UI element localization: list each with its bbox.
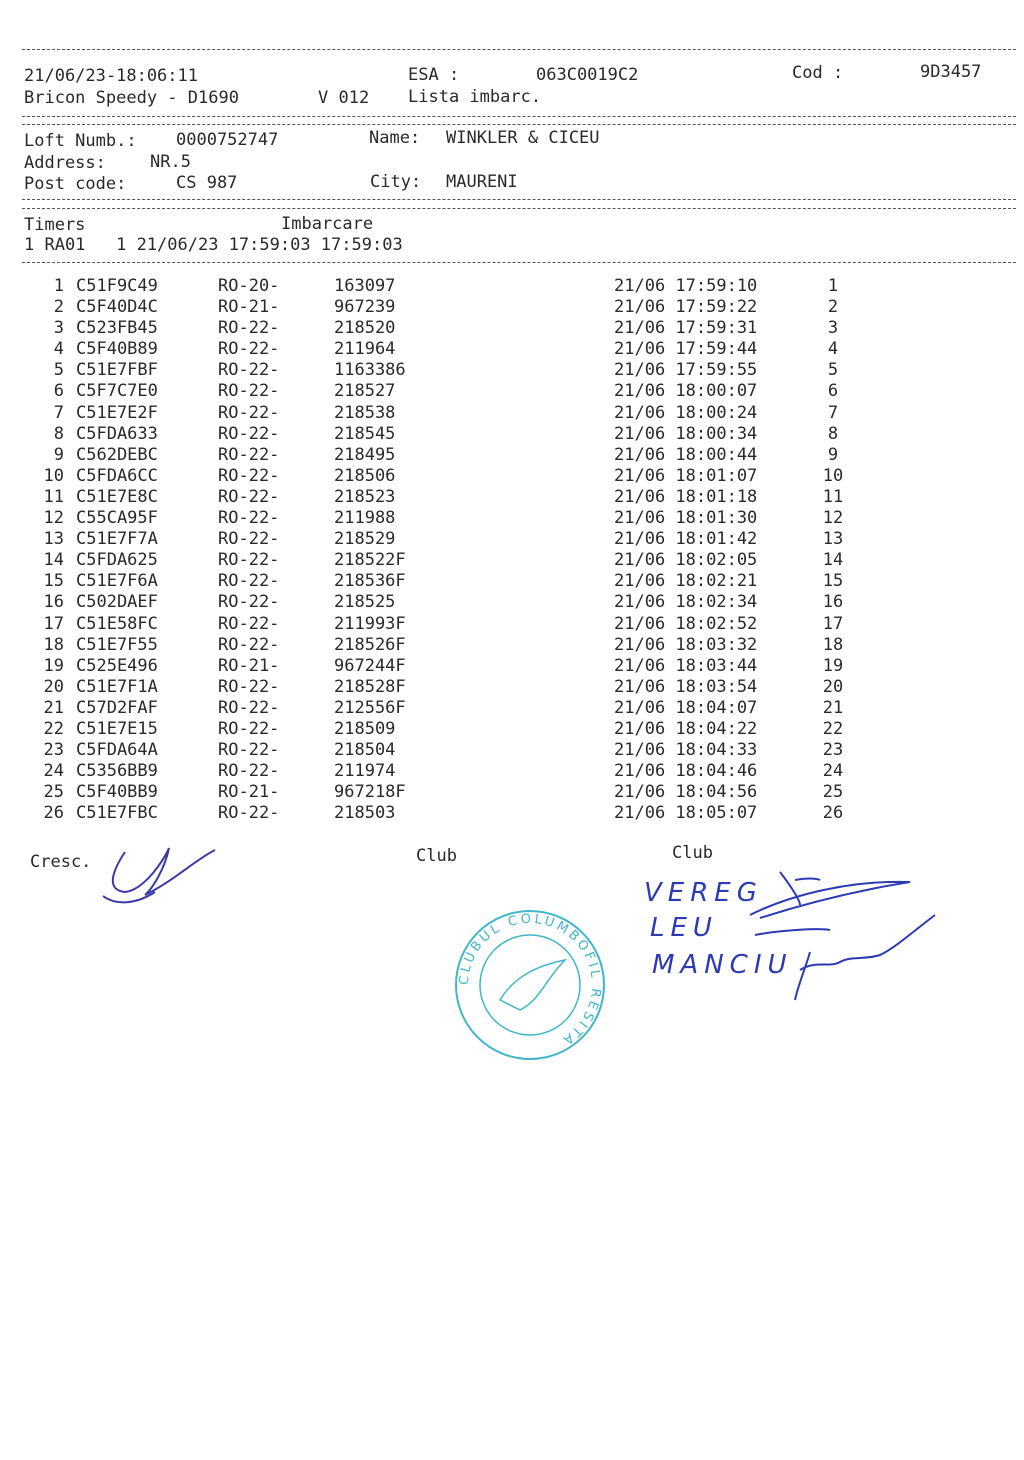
loft-number: 0000752747 <box>176 130 279 150</box>
basketing-time: 21/06 18:00:07 <box>614 381 758 402</box>
club-signatures <box>740 860 940 1010</box>
esa-value: 063C0019C2 <box>536 65 639 85</box>
ring-prefix: RO-22- <box>218 381 280 402</box>
chip-id: C51E7FBC <box>76 803 158 824</box>
table-row <box>0 719 1024 740</box>
basketing-time: 21/06 18:01:18 <box>614 486 758 507</box>
row-index: 15 <box>43 571 64 592</box>
order-number: 20 <box>822 676 844 697</box>
basketing-time: 21/06 18:02:52 <box>614 613 758 634</box>
ring-number: 218545 <box>334 423 396 444</box>
ring-prefix: RO-22- <box>218 508 280 529</box>
ring-prefix: RO-21- <box>218 782 280 803</box>
order-number: 12 <box>822 508 844 529</box>
chip-id: C5FDA6CC <box>76 465 158 486</box>
ring-number: 211988 <box>334 508 396 529</box>
chip-id: C5FDA625 <box>76 550 158 571</box>
header-divider <box>22 116 1016 117</box>
order-number: 17 <box>822 613 844 634</box>
ring-prefix: RO-22- <box>218 803 280 824</box>
handwritten-name-1: VEREG <box>644 878 763 908</box>
basketing-time: 21/06 18:05:07 <box>614 803 758 824</box>
order-number: 3 <box>827 318 839 339</box>
table-row <box>0 445 1024 466</box>
ring-number: 218538 <box>334 402 396 423</box>
basketing-time: 21/06 18:04:07 <box>614 697 758 718</box>
order-number: 18 <box>822 634 844 655</box>
basketing-list <box>0 276 1024 824</box>
basketing-time: 21/06 18:00:34 <box>614 423 758 444</box>
chip-id: C51F9C49 <box>76 276 158 296</box>
row-index: 4 <box>53 339 64 360</box>
table-row <box>0 508 1024 529</box>
table-row <box>0 403 1024 424</box>
basketing-time: 21/06 18:00:44 <box>614 444 758 465</box>
basketing-time: 21/06 18:04:46 <box>614 761 758 782</box>
row-index: 7 <box>53 402 64 423</box>
order-number: 5 <box>827 360 839 381</box>
ring-prefix: RO-22- <box>218 676 280 697</box>
ring-number: 218523 <box>334 486 396 507</box>
table-row <box>0 487 1024 508</box>
basketing-time: 21/06 18:04:56 <box>614 782 758 803</box>
club-stamp <box>450 905 610 1065</box>
chip-id: C5356BB9 <box>76 761 158 782</box>
ring-prefix: RO-22- <box>218 718 280 739</box>
ring-number: 211964 <box>334 339 396 360</box>
chip-id: C562DEBC <box>76 444 158 465</box>
row-index: 14 <box>43 550 64 571</box>
table-row <box>0 677 1024 698</box>
row-index: 1 <box>53 276 64 296</box>
row-index: 20 <box>43 676 64 697</box>
ring-number: 218503 <box>334 803 396 824</box>
breeder-signature <box>95 840 220 915</box>
order-number: 24 <box>822 761 844 782</box>
ring-number: 211974 <box>334 761 396 782</box>
ring-prefix: RO-22- <box>218 444 280 465</box>
row-index: 9 <box>53 444 64 465</box>
ring-number: 967239 <box>334 297 396 318</box>
ring-number: 163097 <box>334 276 396 296</box>
order-number: 13 <box>822 529 844 550</box>
ring-prefix: RO-22- <box>218 465 280 486</box>
row-index: 6 <box>53 381 64 402</box>
name-label: Name: <box>369 128 421 148</box>
order-number: 22 <box>822 718 844 739</box>
row-index: 23 <box>43 740 64 761</box>
cod-label: Cod : <box>792 63 844 83</box>
ring-number: 218529 <box>334 529 396 550</box>
table-row <box>0 592 1024 613</box>
print-datetime: 21/06/23-18:06:11 <box>24 66 198 86</box>
ring-prefix: RO-22- <box>218 486 280 507</box>
order-number: 2 <box>827 297 839 318</box>
chip-id: C502DAEF <box>76 592 158 613</box>
club-label-1: Club <box>416 846 457 866</box>
table-row <box>0 803 1024 824</box>
chip-id: C51E7F6A <box>76 571 158 592</box>
club-label-2: Club <box>672 843 713 863</box>
basketing-time: 21/06 17:59:44 <box>614 339 758 360</box>
basketing-time: 21/06 18:03:44 <box>614 655 758 676</box>
ring-prefix: RO-22- <box>218 740 280 761</box>
row-index: 8 <box>53 423 64 444</box>
postcode-value: CS 987 <box>176 173 238 193</box>
ring-number: 218522F <box>334 550 406 571</box>
order-number: 4 <box>827 339 839 360</box>
loft-number-label: Loft Numb.: <box>24 131 137 151</box>
table-row <box>0 529 1024 550</box>
table-row <box>0 297 1024 318</box>
city-label: City: <box>370 172 422 192</box>
ring-prefix: RO-22- <box>218 339 280 360</box>
order-number: 8 <box>827 423 839 444</box>
row-index: 26 <box>43 803 64 824</box>
table-row <box>0 782 1024 803</box>
ring-prefix: RO-22- <box>218 529 280 550</box>
table-row <box>0 740 1024 761</box>
basketing-time: 21/06 18:03:32 <box>614 634 758 655</box>
ring-number: 212556F <box>334 697 406 718</box>
ring-prefix: RO-22- <box>218 592 280 613</box>
timers-label: Timers <box>24 215 86 235</box>
address-label: Address: <box>24 153 106 173</box>
order-number: 11 <box>822 486 844 507</box>
table-row <box>0 614 1024 635</box>
table-row <box>0 466 1024 487</box>
order-number: 25 <box>822 782 844 803</box>
ring-number: 967244F <box>334 655 406 676</box>
ring-prefix: RO-22- <box>218 318 280 339</box>
row-index: 5 <box>53 360 64 381</box>
ring-prefix: RO-22- <box>218 402 280 423</box>
breeder-signature-label: Cresc. <box>30 852 92 872</box>
table-row <box>0 318 1024 339</box>
ring-prefix: RO-21- <box>218 297 280 318</box>
city-value: MAURENI <box>446 172 518 192</box>
postcode-label: Post code: <box>24 174 127 194</box>
row-index: 19 <box>43 655 64 676</box>
chip-id: C5F40B89 <box>76 339 158 360</box>
chip-id: C51E7E15 <box>76 718 158 739</box>
top-divider <box>22 49 1016 50</box>
chip-id: C5FDA633 <box>76 423 158 444</box>
ring-prefix: RO-22- <box>218 761 280 782</box>
basketing-time: 21/06 18:01:07 <box>614 465 758 486</box>
loft-top-divider <box>22 124 1016 125</box>
order-number: 23 <box>822 740 844 761</box>
order-number: 15 <box>822 571 844 592</box>
chip-id: C51E7F1A <box>76 676 158 697</box>
ring-prefix: RO-22- <box>218 550 280 571</box>
basketing-time: 21/06 17:59:22 <box>614 297 758 318</box>
chip-id: C51E7E8C <box>76 486 158 507</box>
row-index: 13 <box>43 529 64 550</box>
table-row <box>0 276 1024 297</box>
chip-id: C51E58FC <box>76 613 158 634</box>
firmware-version: V 012 <box>318 88 370 108</box>
chip-id: C51E7FBF <box>76 360 158 381</box>
table-row <box>0 339 1024 360</box>
table-row <box>0 635 1024 656</box>
order-number: 26 <box>822 803 844 824</box>
table-row <box>0 550 1024 571</box>
chip-id: C51E7F7A <box>76 529 158 550</box>
row-index: 22 <box>43 718 64 739</box>
chip-id: C51E7F55 <box>76 634 158 655</box>
row-index: 3 <box>53 318 64 339</box>
ring-number: 218506 <box>334 465 396 486</box>
ring-prefix: RO-22- <box>218 634 280 655</box>
ring-number: 967218F <box>334 782 406 803</box>
row-index: 21 <box>43 697 64 718</box>
ring-number: 218509 <box>334 718 396 739</box>
ring-number: 218495 <box>334 444 396 465</box>
row-index: 16 <box>43 592 64 613</box>
table-row <box>0 381 1024 402</box>
basketing-time: 21/06 18:02:05 <box>614 550 758 571</box>
chip-id: C525E496 <box>76 655 158 676</box>
order-number: 7 <box>827 402 839 423</box>
chip-id: C51E7E2F <box>76 402 158 423</box>
basketing-time: 21/06 18:02:34 <box>614 592 758 613</box>
order-number: 19 <box>822 655 844 676</box>
order-number: 1 <box>827 276 839 296</box>
ring-number: 218504 <box>334 740 396 761</box>
address-value: NR.5 <box>150 152 191 172</box>
chip-id: C5F40BB9 <box>76 782 158 803</box>
table-row <box>0 571 1024 592</box>
timers-top-divider <box>22 208 1016 209</box>
basketing-time: 21/06 17:59:10 <box>614 276 758 296</box>
ring-number: 218526F <box>334 634 406 655</box>
ring-prefix: RO-22- <box>218 697 280 718</box>
ring-prefix: RO-22- <box>218 423 280 444</box>
ring-prefix: RO-22- <box>218 571 280 592</box>
device-name: Bricon Speedy - D1690 <box>24 88 239 108</box>
order-number: 21 <box>822 697 844 718</box>
basketing-time: 21/06 18:01:30 <box>614 508 758 529</box>
timer-line: 1 RA01 1 21/06/23 17:59:03 17:59:03 <box>24 235 403 255</box>
basketing-time: 21/06 18:01:42 <box>614 529 758 550</box>
basketing-time: 21/06 18:03:54 <box>614 676 758 697</box>
order-number: 9 <box>827 444 839 465</box>
row-index: 2 <box>53 297 64 318</box>
table-row <box>0 698 1024 719</box>
basketing-time: 21/06 18:04:22 <box>614 718 758 739</box>
ring-number: 218525 <box>334 592 396 613</box>
basketing-time: 21/06 17:59:55 <box>614 360 758 381</box>
table-row <box>0 656 1024 677</box>
row-index: 17 <box>43 613 64 634</box>
basketing-time: 21/06 18:00:24 <box>614 402 758 423</box>
table-row <box>0 761 1024 782</box>
table-row <box>0 424 1024 445</box>
ring-number: 218528F <box>334 676 406 697</box>
basketing-time: 21/06 17:59:31 <box>614 318 758 339</box>
loft-divider <box>22 199 1016 200</box>
row-index: 24 <box>43 761 64 782</box>
table-row <box>0 360 1024 381</box>
owner-name: WINKLER & CICEU <box>446 128 600 148</box>
imbarcare-label: Imbarcare <box>281 214 374 234</box>
row-index: 10 <box>43 465 64 486</box>
ring-number: 211993F <box>334 613 406 634</box>
order-number: 6 <box>827 381 839 402</box>
esa-label: ESA : <box>408 65 460 85</box>
ring-number: 1163386 <box>334 360 406 381</box>
row-index: 25 <box>43 782 64 803</box>
row-index: 12 <box>43 508 64 529</box>
chip-id: C57D2FAF <box>76 697 158 718</box>
ring-prefix: RO-21- <box>218 655 280 676</box>
chip-id: C5F40D4C <box>76 297 158 318</box>
basketing-time: 21/06 18:02:21 <box>614 571 758 592</box>
chip-id: C55CA95F <box>76 508 158 529</box>
row-index: 18 <box>43 634 64 655</box>
row-index: 11 <box>43 486 64 507</box>
basketing-time: 21/06 18:04:33 <box>614 740 758 761</box>
order-number: 16 <box>822 592 844 613</box>
ring-prefix: RO-22- <box>218 360 280 381</box>
stamp-text: CLUBUL COLUMBOFIL RESITA <box>456 911 604 1049</box>
chip-id: C5FDA64A <box>76 740 158 761</box>
handwritten-name-2: LEU <box>650 913 718 943</box>
ring-prefix: RO-22- <box>218 613 280 634</box>
timers-divider <box>22 262 1016 263</box>
ring-prefix: RO-20- <box>218 276 280 296</box>
chip-id: C523FB45 <box>76 318 158 339</box>
handwritten-name-3: MANCIU <box>652 950 793 980</box>
list-type: Lista imbarc. <box>408 87 542 107</box>
ring-number: 218527 <box>334 381 396 402</box>
ring-number: 218520 <box>334 318 396 339</box>
ring-number: 218536F <box>334 571 406 592</box>
order-number: 14 <box>822 550 844 571</box>
order-number: 10 <box>822 465 844 486</box>
chip-id: C5F7C7E0 <box>76 381 158 402</box>
cod-value: 9D3457 <box>920 62 982 82</box>
